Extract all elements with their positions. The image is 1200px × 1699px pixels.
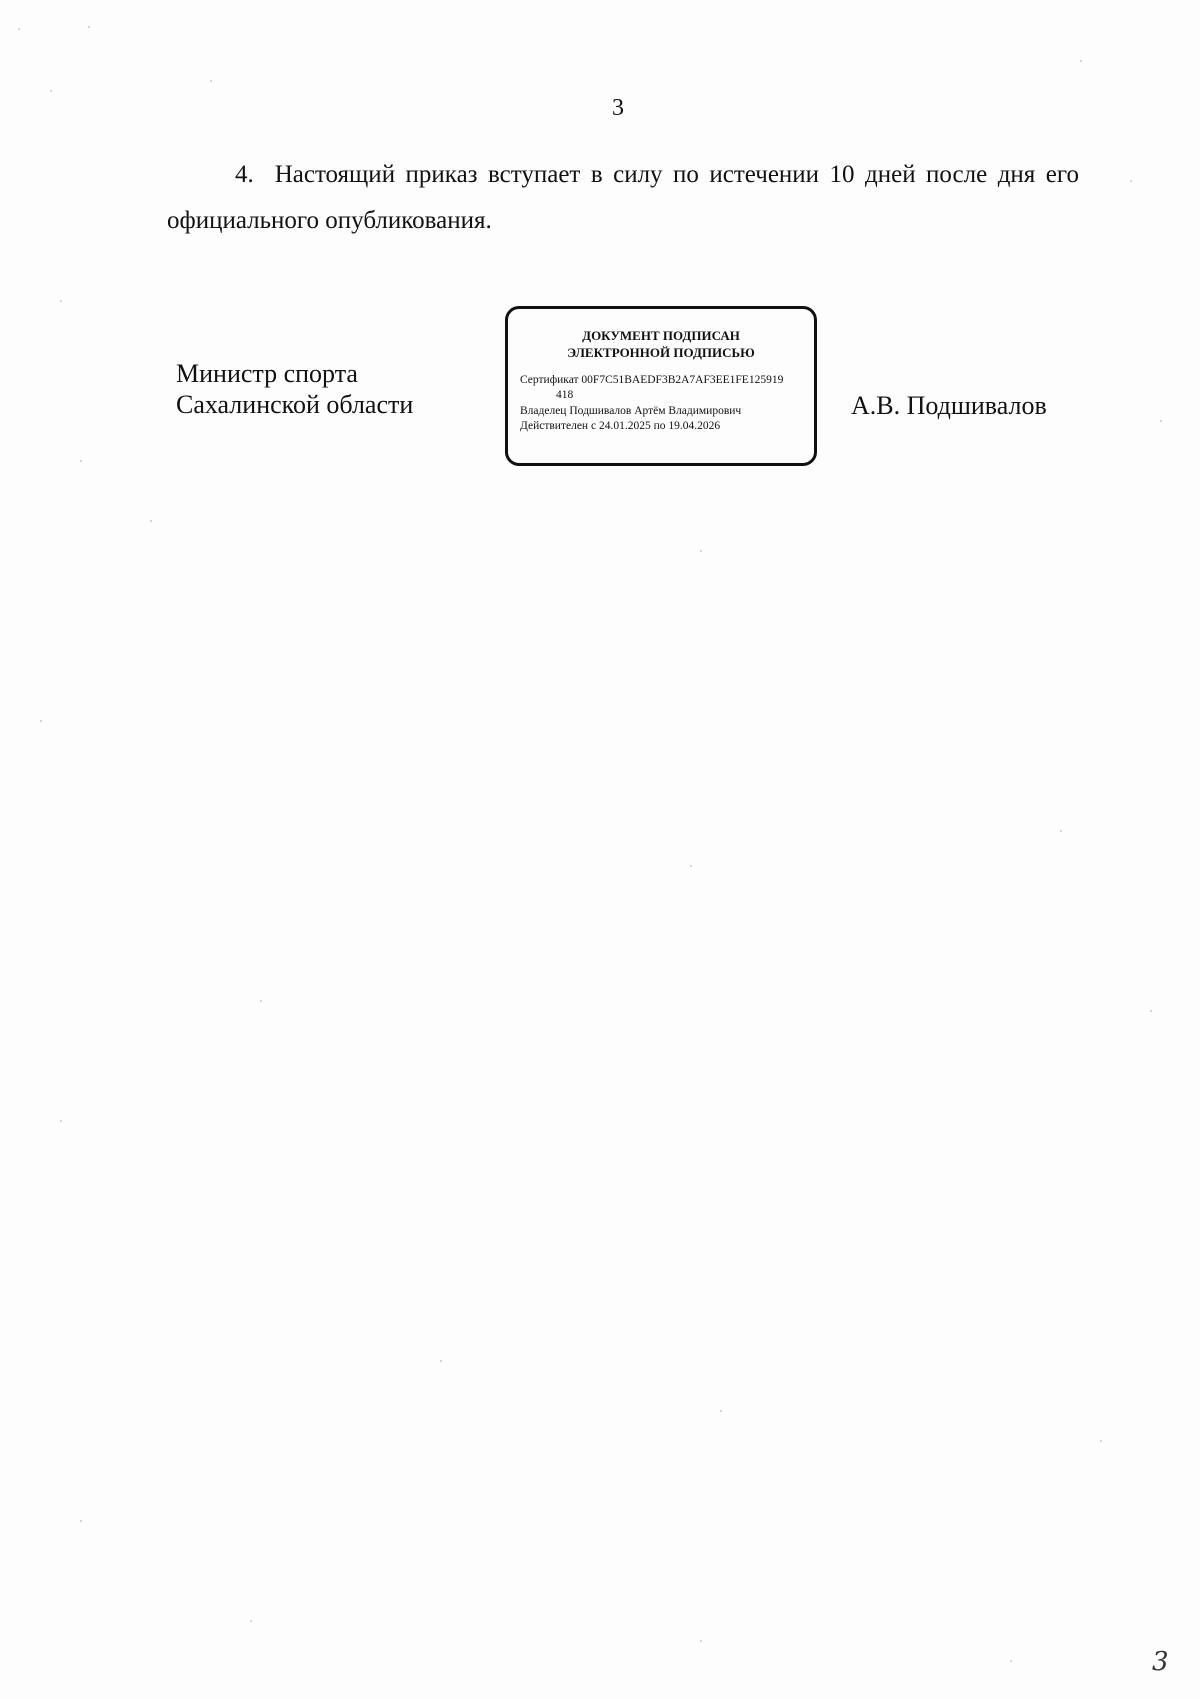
- stamp-header-line: ЭЛЕКТРОННОЙ ПОДПИСЬЮ: [567, 345, 755, 360]
- scan-speck: [18, 28, 20, 30]
- stamp-certificate: [520, 373, 814, 388]
- scan-speck: [1080, 60, 1082, 62]
- stamp-owner: [520, 404, 814, 419]
- scan-speck: [80, 460, 82, 462]
- electronic-signature-stamp: [505, 306, 817, 466]
- stamp-validity: Действителен с 24.01.2025 по 19.04.2026: [520, 420, 721, 432]
- scan-speck: [1160, 420, 1162, 422]
- stamp-certificate-value: 00F7C51BAEDF3B2A7AF3EE1FE125919: [581, 374, 784, 386]
- stamp-header-line: ДОКУМЕНТ ПОДПИСАН: [582, 328, 740, 343]
- scan-speck: [700, 550, 702, 552]
- scan-speck: [60, 1120, 62, 1122]
- scan-speck: [1060, 830, 1062, 832]
- scan-speck: [88, 26, 90, 28]
- scan-speck: [1010, 1660, 1012, 1662]
- scan-speck: [690, 865, 692, 867]
- scan-speck: [700, 1640, 702, 1642]
- scan-speck: [260, 1000, 262, 1002]
- scan-speck: [1130, 180, 1132, 182]
- stamp-certificate-label: Сертификат: [520, 374, 579, 386]
- handwritten-page-mark: 3: [1152, 1647, 1169, 1677]
- scan-speck: [1100, 1440, 1102, 1442]
- scan-speck: [250, 1620, 252, 1622]
- stamp-header: [508, 327, 814, 361]
- scan-speck: [440, 1360, 442, 1362]
- scan-speck: [40, 720, 42, 722]
- scan-speck: [60, 300, 62, 302]
- scan-speck: [210, 80, 212, 82]
- signer-name: А.В. Подшивалов: [851, 391, 1047, 420]
- stamp-owner-label: Владелец: [520, 405, 567, 417]
- scan-speck: [150, 520, 152, 522]
- stamp-owner-value: Подшивалов Артём Владимирович: [569, 405, 742, 417]
- signer-position-line: Министр спорта: [176, 359, 358, 388]
- signer-position-line: Сахалинской области: [176, 390, 414, 419]
- scan-speck: [80, 1520, 82, 1522]
- scan-speck: [720, 1410, 722, 1412]
- order-paragraph: 4. Настоящий приказ вступает в силу по истечении 10 дней после дня его официального опубликования.: [167, 161, 1079, 234]
- scan-speck: [50, 90, 52, 92]
- scan-speck: [1150, 1010, 1152, 1012]
- signer-position: [176, 358, 413, 420]
- stamp-certificate-value-continued: 418: [556, 389, 574, 401]
- page-number: 3: [612, 95, 624, 121]
